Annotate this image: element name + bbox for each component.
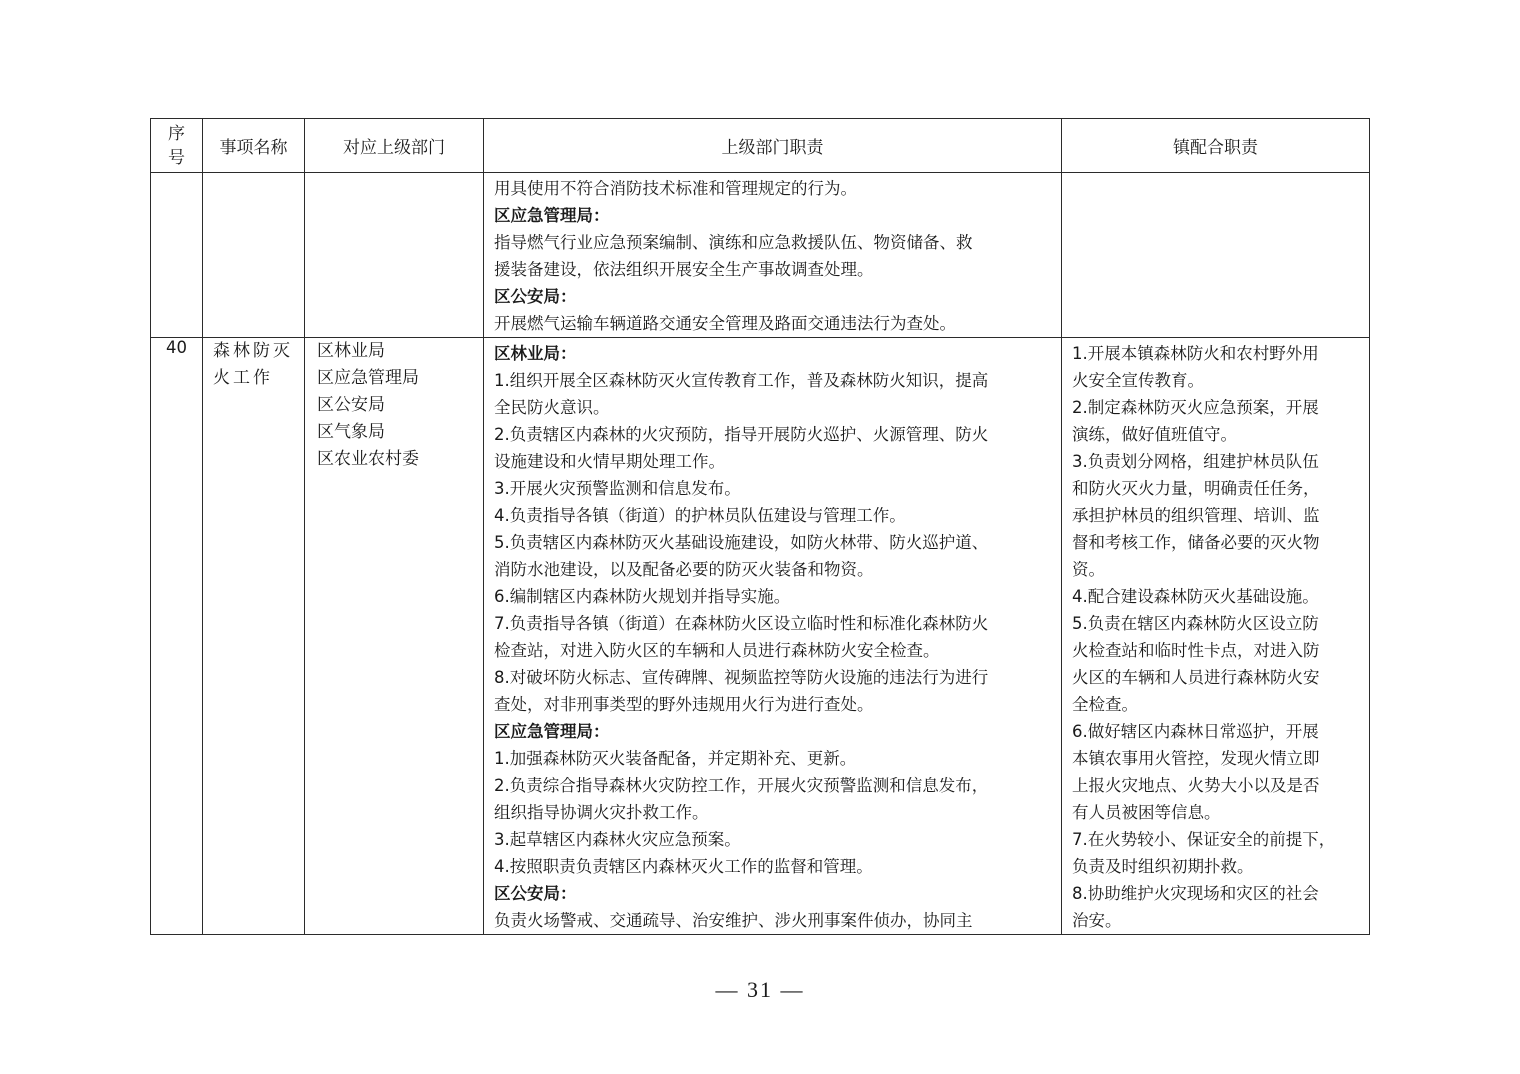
header-item-name: 事项名称	[203, 119, 305, 173]
dept-list	[305, 338, 483, 473]
duty-line: 组织指导协调火灾扑救工作。	[494, 803, 709, 822]
town-duty-line: 1.开展本镇森林防火和农村野外用	[1072, 344, 1319, 363]
duty-line: 3.开展火灾预警监测和信息发布。	[494, 479, 741, 498]
header-seq-line1: 序	[168, 123, 185, 144]
item-name-line: 森林防灭	[213, 341, 293, 361]
item-name-line: 火工作	[213, 368, 273, 388]
cell-upper-duty-continued	[484, 173, 1062, 338]
cell-town-duty-40	[1062, 338, 1370, 935]
header-upper-duty: 上级部门职责	[484, 119, 1062, 173]
town-duty-line: 治安。	[1072, 911, 1122, 930]
cell-name-continued	[203, 173, 305, 338]
dept-item: 区公安局	[317, 395, 385, 415]
upper-duty-lines	[484, 173, 1061, 337]
duty-line: 6.编制辖区内森林防火规划并指导实施。	[494, 587, 791, 606]
duty-line: 开展燃气运输车辆道路交通安全管理及路面交通违法行为查处。	[494, 314, 956, 333]
cell-upper-duty-40	[484, 338, 1062, 935]
town-duty-line: 全检查。	[1072, 695, 1138, 714]
town-duty-lines	[1062, 338, 1369, 934]
duty-line: 区林业局：	[494, 344, 577, 363]
duty-line: 区公安局：	[494, 287, 577, 306]
duty-line: 2.负责综合指导森林火灾防控工作，开展火灾预警监测和信息发布，	[494, 776, 989, 795]
town-duty-line: 负责及时组织初期扑救。	[1072, 857, 1254, 876]
duty-line: 设施建设和火情早期处理工作。	[494, 452, 725, 471]
page-number: — 31 —	[715, 977, 805, 1002]
item-name-lines	[203, 338, 304, 392]
duty-line: 查处，对非刑事类型的野外违规用火行为进行查处。	[494, 695, 874, 714]
town-duty-line: 2.制定森林防灭火应急预案，开展	[1072, 398, 1319, 417]
town-duty-line: 有人员被困等信息。	[1072, 803, 1221, 822]
duty-line: 援装备建设，依法组织开展安全生产事故调查处理。	[494, 260, 874, 279]
town-duty-line: 火区的车辆和人员进行森林防火安	[1072, 668, 1320, 687]
header-seq	[151, 119, 203, 173]
duty-line: 4.按照职责负责辖区内森林灭火工作的监督和管理。	[494, 857, 873, 876]
cell-name-40	[203, 338, 305, 935]
dept-item: 区林业局	[317, 341, 385, 361]
cell-dept-40	[305, 338, 484, 935]
town-duty-line: 火安全宣传教育。	[1072, 371, 1204, 390]
duty-line: 5.负责辖区内森林防灭火基础设施建设，如防火林带、防火巡护道、	[494, 533, 989, 552]
table-row-40	[151, 338, 1370, 935]
duty-line: 用具使用不符合消防技术标准和管理规定的行为。	[494, 179, 857, 198]
town-duty-line: 督和考核工作，储备必要的灭火物	[1072, 533, 1320, 552]
duty-line: 全民防火意识。	[494, 398, 610, 417]
town-duty-line: 上报火灾地点、火势大小以及是否	[1072, 776, 1320, 795]
town-duty-line: 4.配合建设森林防灭火基础设施。	[1072, 587, 1319, 606]
upper-duty-lines	[484, 338, 1061, 934]
cell-dept-continued	[305, 173, 484, 338]
town-duty-line: 3.负责划分网格，组建护林员队伍	[1072, 452, 1319, 471]
town-duty-line: 8.协助维护火灾现场和灾区的社会	[1072, 884, 1319, 903]
duty-line: 指导燃气行业应急预案编制、演练和应急救援队伍、物资储备、救	[494, 233, 973, 252]
duty-table	[150, 118, 1370, 935]
duty-line: 负责火场警戒、交通疏导、治安维护、涉火刑事案件侦办，协同主	[494, 911, 973, 930]
duty-line: 7.负责指导各镇（街道）在森林防火区设立临时性和标准化森林防火	[494, 614, 989, 633]
town-duty-line: 资。	[1072, 560, 1105, 579]
dept-item: 区气象局	[317, 422, 385, 442]
town-duty-line: 7.在火势较小、保证安全的前提下，	[1072, 830, 1336, 849]
table-row-continued	[151, 173, 1370, 338]
header-dept: 对应上级部门	[305, 119, 484, 173]
duty-line: 区应急管理局：	[494, 722, 610, 741]
town-duty-line: 承担护林员的组织管理、培训、监	[1072, 506, 1320, 525]
duty-line: 区应急管理局：	[494, 206, 610, 225]
duty-line: 1.加强森林防灭火装备配备，并定期补充、更新。	[494, 749, 857, 768]
town-duty-line: 6.做好辖区内森林日常巡护，开展	[1072, 722, 1319, 741]
dept-item: 区应急管理局	[317, 368, 419, 388]
duty-line: 4.负责指导各镇（街道）的护林员队伍建设与管理工作。	[494, 506, 906, 525]
town-duty-line: 和防火灭火力量，明确责任任务，	[1072, 479, 1320, 498]
duty-line: 2.负责辖区内森林的火灾预防，指导开展防火巡护、火源管理、防火	[494, 425, 989, 444]
cell-seq-40: 40	[151, 338, 203, 935]
town-duty-line: 本镇农事用火管控，发现火情立即	[1072, 749, 1320, 768]
cell-seq-continued	[151, 173, 203, 338]
duty-line: 1.组织开展全区森林防灭火宣传教育工作，普及森林防火知识，提高	[494, 371, 989, 390]
header-seq-line2: 号	[168, 147, 185, 168]
duty-line: 消防水池建设，以及配备必要的防灭火装备和物资。	[494, 560, 874, 579]
town-duty-line: 演练，做好值班值守。	[1072, 425, 1237, 444]
town-duty-line: 火检查站和临时性卡点，对进入防	[1072, 641, 1320, 660]
duty-line: 3.起草辖区内森林火灾应急预案。	[494, 830, 741, 849]
town-duty-line: 5.负责在辖区内森林防火区设立防	[1072, 614, 1319, 633]
cell-town-duty-continued	[1062, 173, 1370, 338]
duty-line: 检查站，对进入防火区的车辆和人员进行森林防火安全检查。	[494, 641, 940, 660]
header-row	[151, 119, 1370, 173]
duty-line: 8.对破坏防火标志、宣传碑牌、视频监控等防火设施的违法行为进行	[494, 668, 989, 687]
header-town-duty: 镇配合职责	[1062, 119, 1370, 173]
duty-line: 区公安局：	[494, 884, 577, 903]
dept-item: 区农业农村委	[317, 449, 419, 469]
